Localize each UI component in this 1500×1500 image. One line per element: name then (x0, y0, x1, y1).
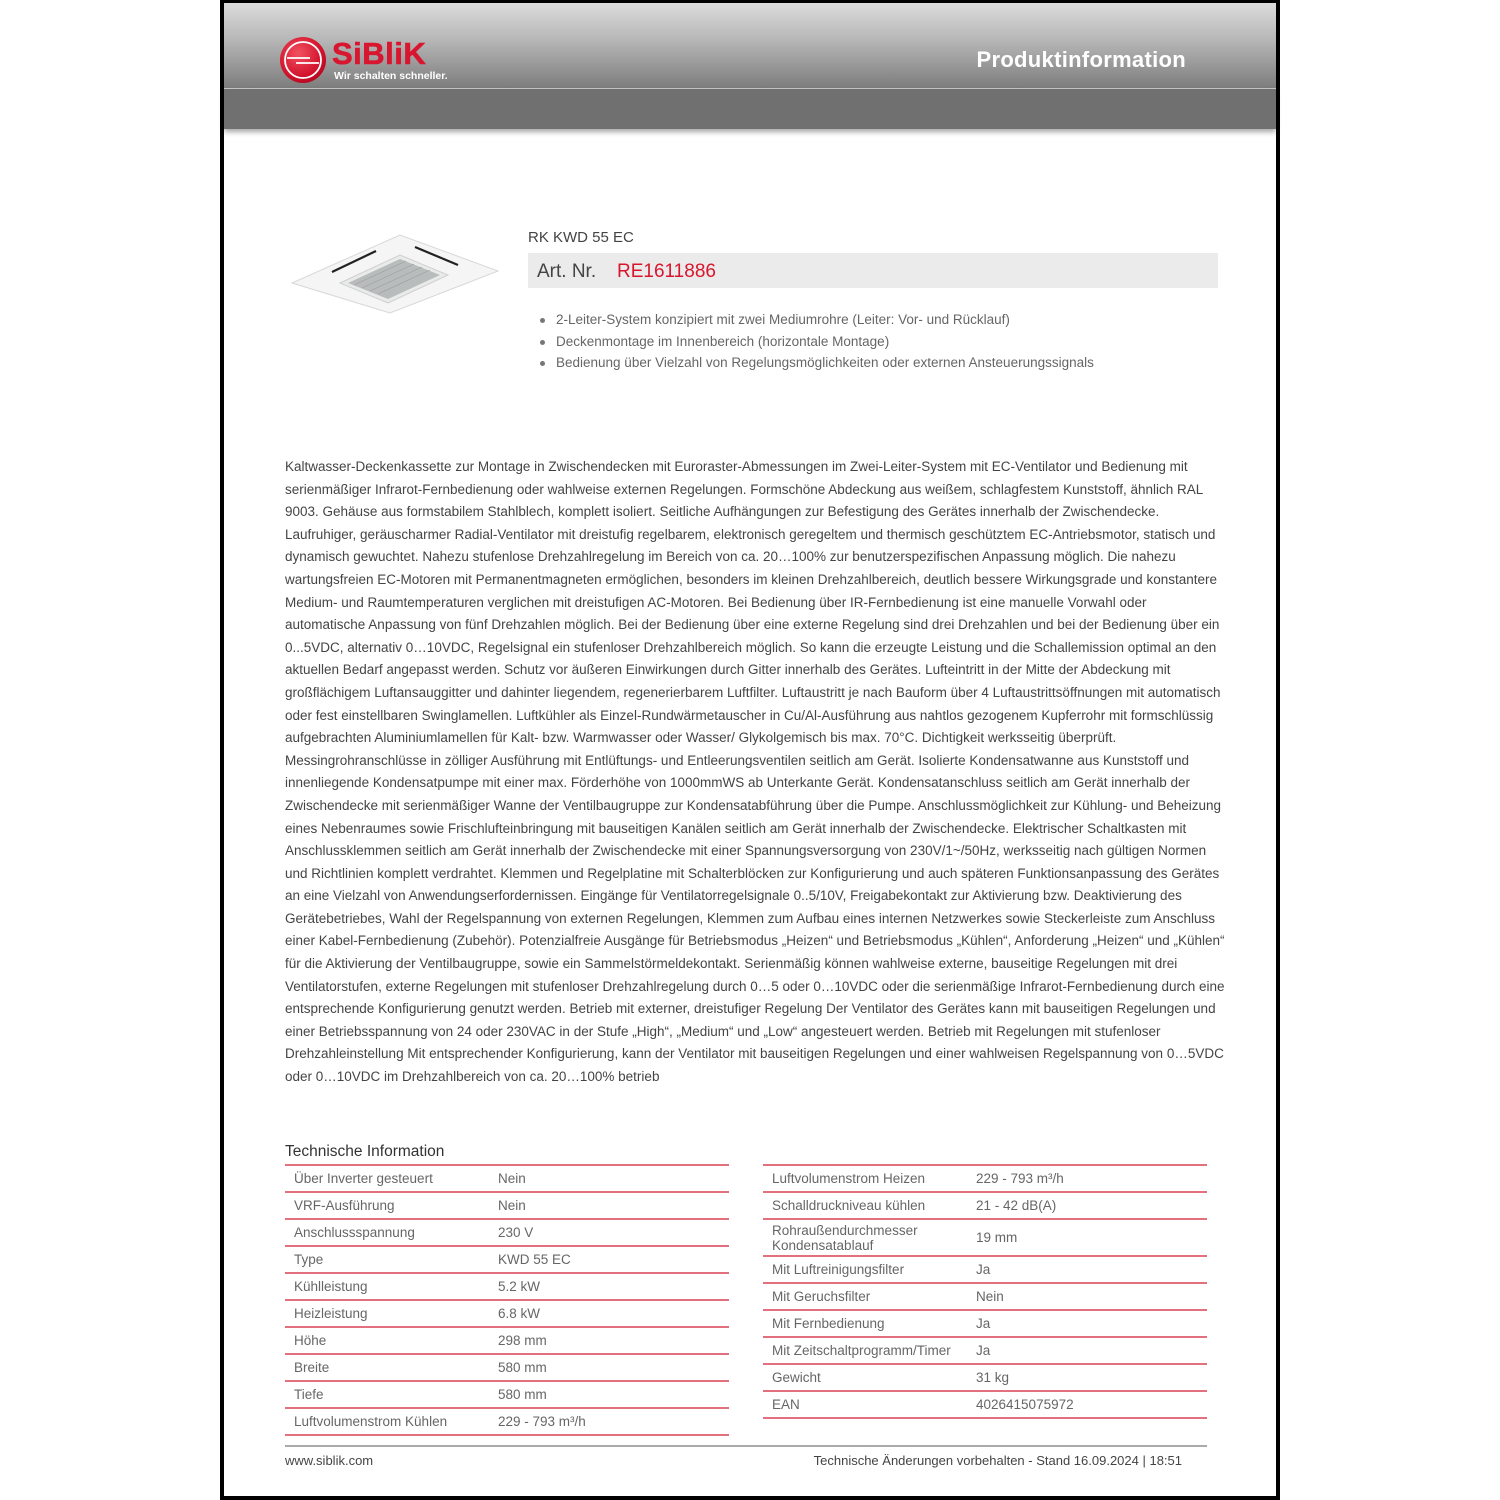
spec-label: Rohraußendurchmesser Kondensatablauf (772, 1222, 918, 1253)
spec-label: Anschlussspannung (294, 1225, 415, 1240)
spec-label: Type (294, 1252, 324, 1267)
table-row (285, 1245, 729, 1272)
spec-label: Breite (294, 1360, 330, 1375)
spec-value: 5.2 kW (498, 1279, 541, 1294)
spec-label: Mit Zeitschaltprogramm/Timer (772, 1343, 951, 1358)
page-title: Produktinformation (976, 47, 1186, 72)
spec-value: 298 mm (498, 1333, 547, 1348)
spec-value: 31 kg (976, 1370, 1010, 1385)
header-band (224, 89, 1276, 129)
spec-value: Ja (976, 1343, 991, 1358)
spec-label: Gewicht (772, 1370, 821, 1385)
table-row (285, 1218, 729, 1245)
brand-name: SiBliK (332, 36, 427, 71)
spec-value: Ja (976, 1262, 991, 1277)
table-row (285, 1272, 729, 1299)
spec-value: 4026415075972 (976, 1397, 1074, 1412)
table-row (763, 1390, 1207, 1419)
spec-value: 19 mm (976, 1230, 1018, 1245)
table-row (285, 1326, 729, 1353)
table-row (763, 1336, 1207, 1363)
spec-value: 229 - 793 m³/h (498, 1414, 586, 1429)
spec-label: Heizleistung (294, 1306, 368, 1321)
table-row (763, 1164, 1207, 1191)
table-row (285, 1191, 729, 1218)
table-row (763, 1282, 1207, 1309)
spec-value: 229 - 793 m³/h (976, 1171, 1064, 1186)
description-text: Kaltwasser-Deckenkassette zur Montage in Zwischendecken mit Euroraster-Abmessungen im Zwei-Leiter-System mit EC-Ventilator und Bedienung mit serienmäßiger Infrarot-Fernbedienung oder wahlweise externen Regelungen. Formschöne Abdeckung aus weißem, schlagfestem Kunststoff, ähnlich RAL 9003. Gehäuse aus formstabilem Stahlblech, komplett isoliert. Seitliche Aufhängungen zur Befestigung des Gerätes innerhalb der Zwischendecke. Laufruhiger, geräuscharmer Radial-Ventilator mit dreistufig regelbarem, elektronisch geregeltem und thermisch geschütztem EC-Antriebsmotor, statisch und dynamisch gewuchtet. Nahezu stufenlose Drehzahlregelung im Bereich von ca. 20…100% zur benutzerspezifischen Anpassung möglich. Die nahezu wartungsfreien EC-Motoren mit Permanentmagneten ermöglichen, besonders im kleinen Drehzahlbereich, deutlich bessere Wirkungsgrade und konstantere Medium- und Raumtemperaturen verglichen mit dreistufigen AC-Motoren. Bei Bedienung über IR-Fernbedienung ist eine manuelle Vorwahl oder automatische Anpassung von fünf Drehzahlen möglich. Bei der Bedienung über eine externe Regelung sind drei Drehzahlen und bei der Bedienung über ein 0...5VDC, alternativ 0…10VDC, Regelsignal ein stufenloser Drehzahlbereich möglich. So kann die erzeugte Leistung und die Schallemission optimal an den aktuellen Bedarf angepasst werden. Schutz vor äußeren Einwirkungen durch Gitter innerhalb des Gerätes. Lufteintritt in der Mitte der Abdeckung mit großflächigem Luftansauggitter und dahinter liegendem, regenerierbarem Luftfilter. Luftaustritt je nach Bauform über 4 Luftaustrittsöffnungen mit automatisch oder fest einstellbaren Swinglamellen. Luftkühler als Einzel-Rundwärmetauscher in Cu/Al-Ausführung aus nahtlos gezogenem Kupferrohr mit formschlüssig aufgebrachten Aluminiumlamellen für Kalt- bzw. Warmwasser oder Wasser/ Glykolgemisch bis max. 70°C. Dichtigkeit werksseitig überprüft. Messingrohranschlüsse in zölliger Ausführung mit Entlüftungs- und Entleerungsventilen seitlich am Gerät. Isolierte Kondensatwanne aus Kunststoff und innenliegende Kondensatpumpe mit einer max. Förderhöhe von 1000mmWS ab Unterkante Gerät. Kondensatanschluss seitlich am Gerät innerhalb der Zwischendecke mit serienmäßiger Wanne der Ventilbaugruppe zur Kondensatabführung über die Pumpe. Anschlussmöglichkeit zur Kühlung- und Beheizung eines Nebenraumes sowie Frischlufteinbringung mit bauseitigen Kanälen seitlich am Gerät innerhalb der Zwischendecke. Elektrischer Schaltkasten mit Anschlussklemmen seitlich am Gerät innerhalb der Zwischendecke mit einer Spannungsversorgung von 230V/1~/50Hz, werksseitig nach gültigen Normen und Richtlinien komplett verdrahtet. Klemmen und Regelplatine mit Schalterblöcken zur Konfigurierung und auch späteren Funktionsanpassung des Gerätes an eine Vielzahl von Anwendungserfordernissen. Eingänge für Ventilatorregelsignale 0..5/10V, Freigabekontakt zur Aktivierung bzw. Deaktivierung des Gerätebetriebes, Wahl der Regelspannung von externen Regelungen, Klemmen zum Aufbau eines internen Netzwerkes sowie Steckerleiste zum Anschluss einer Kabel-Fernbedienung (Zubehör). Potenzialfreie Ausgänge für Betriebsmodus „Heizen“ und Betriebsmodus „Kühlen“, Anforderung „Heizen“ und „Kühlen“ für die Aktivierung der Ventilbaugruppe, sowie ein Sammelstörmeldekontakt. Serienmäßig können wahlweise externe, bauseitige Regelungen mit drei Ventilatorstufen, externe Regelungen mit stufenloser Drehzahlregelung durch 0…5 oder 0…10VDC oder die serienmäßige Infrarot-Fernbedienung durch eine entsprechende Konfigurierung genutzt werden. Betrieb mit externer, dreistufiger Regelung Der Ventilator des Gerätes kann mit bauseitigen Regelungen und einer Betriebsspannung von 24 oder 230VAC in der Stufe „High“, „Medium“ und „Low“ angesteuert werden. Betrieb mit Regelungen mit stufenloser Drehzahleinstellung Mit entsprechender Konfigurierung, kann der Ventilator mit bauseitigen Regelungen und einer wahlweisen Regelspannung von 0…5VDC oder 0…10VDC im Drehzahlbereich von ca. 20…100% betrieb (285, 459, 1225, 1085)
table-row (285, 1353, 729, 1380)
tech-table-left (285, 1164, 729, 1436)
table-row (763, 1191, 1207, 1218)
spec-label: Luftvolumenstrom Kühlen (294, 1414, 448, 1429)
spec-label: Über Inverter gesteuert (294, 1171, 433, 1186)
table-row (763, 1309, 1207, 1336)
spec-label: Höhe (294, 1333, 327, 1348)
product-description (285, 456, 1225, 1089)
table-row (285, 1407, 729, 1436)
product-name: RK KWD 55 EC (528, 229, 634, 246)
spec-label: EAN (772, 1397, 800, 1412)
spec-value: 580 mm (498, 1387, 547, 1402)
footer-divider (285, 1445, 1207, 1447)
product-image (288, 231, 502, 315)
spec-value: 21 - 42 dB(A) (976, 1198, 1057, 1213)
spec-label: Kühlleistung (294, 1279, 368, 1294)
tech-info-heading: Technische Information (285, 1143, 445, 1160)
spec-label: Tiefe (294, 1387, 324, 1402)
spec-label: VRF-Ausführung (294, 1198, 395, 1213)
logo-emblem-icon (280, 37, 326, 83)
table-row (285, 1380, 729, 1407)
spec-value: Ja (976, 1316, 991, 1331)
spec-value: Nein (498, 1171, 526, 1186)
table-row (763, 1218, 1207, 1255)
feature-item: Bedienung über Vielzahl von Regelungsmöglichkeiten oder externen Ansteuerungssignals (538, 352, 1094, 374)
article-number: RE1611886 (617, 261, 716, 282)
spec-label: Mit Geruchsfilter (772, 1289, 871, 1304)
tech-table-right (763, 1164, 1207, 1419)
feature-list (538, 309, 1094, 374)
spec-value: Nein (976, 1289, 1004, 1304)
spec-value: 6.8 kW (498, 1306, 541, 1321)
document-page (220, 0, 1280, 1500)
spec-label: Mit Luftreinigungsfilter (772, 1262, 905, 1277)
spec-value: 230 V (498, 1225, 534, 1240)
feature-item: Deckenmontage im Innenbereich (horizontale Montage) (538, 331, 1094, 353)
table-row (763, 1363, 1207, 1390)
article-number-label: Art. Nr. (537, 261, 597, 282)
table-row (763, 1255, 1207, 1282)
spec-value: KWD 55 EC (498, 1252, 571, 1267)
footer-note: Technische Änderungen vorbehalten - Stand 16.09.2024 | 18:51 (813, 1453, 1182, 1468)
article-number-bar (528, 253, 1218, 288)
spec-value: 580 mm (498, 1360, 547, 1375)
spec-value: Nein (498, 1198, 526, 1213)
footer-website-link[interactable]: www.siblik.com (285, 1453, 374, 1468)
spec-label: Mit Fernbedienung (772, 1316, 885, 1331)
brand-tagline: Wir schalten schneller. (334, 70, 448, 82)
feature-item: 2-Leiter-System konzipiert mit zwei Mediumrohre (Leiter: Vor- und Rücklauf) (538, 309, 1094, 331)
spec-label: Luftvolumenstrom Heizen (772, 1171, 926, 1186)
table-row (285, 1164, 729, 1191)
table-row (285, 1299, 729, 1326)
spec-label: Schalldruckniveau kühlen (772, 1198, 926, 1213)
